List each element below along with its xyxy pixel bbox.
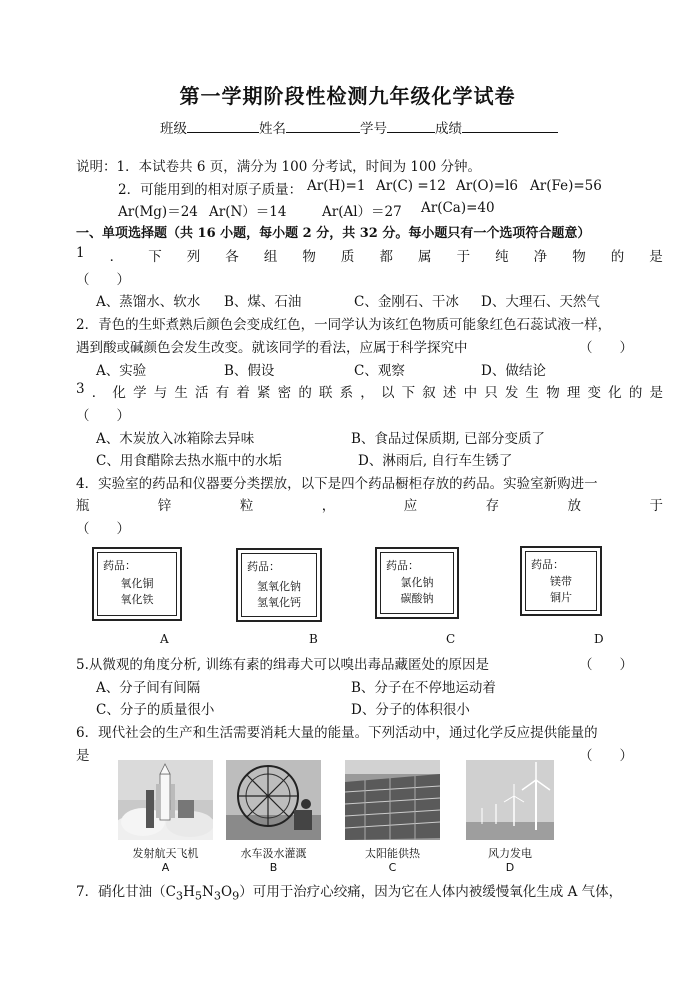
q2-stem-line1: 2．青色的生虾煮熟后颜色会变成红色，一同学认为该红色物质可能象红色石蕊试液一样，: [76, 317, 612, 333]
q5-option-a[interactable]: A、分子间有间隔: [96, 680, 201, 696]
cabinet-b-item: 氢氧化钙: [257, 596, 301, 609]
photo-c-caption: 太阳能供热: [365, 847, 420, 860]
q6-stem-line2: 是: [76, 748, 90, 764]
notes-line2-prefix: 2．可能用到的相对原子质量：: [118, 182, 303, 198]
class-label: 班级: [160, 121, 187, 137]
cabinet-d[interactable]: [520, 546, 602, 616]
photo-a-caption: 发射航天飞机: [132, 847, 199, 860]
q4-stem-line2: 瓶 锌 粒 ， 应 存 放 于: [76, 498, 663, 514]
q1-option-b[interactable]: B、煤、石油: [224, 294, 302, 310]
q2-stem-line2: 遇到酸或碱颜色会发生改变。就该同学的看法，应属于科学探究中: [76, 340, 468, 356]
q4-stem-line1: 4．实验室的药品和仪器要分类摆放，以下是四个药品橱柜存放的药品。实验室新购进一: [76, 476, 598, 492]
score-blank[interactable]: [462, 120, 558, 133]
cabinet-a[interactable]: [92, 547, 182, 621]
q3-option-a[interactable]: A、木炭放入冰箱除去异味: [96, 431, 255, 447]
photo-b-letter: B: [269, 861, 278, 874]
q3-option-b[interactable]: B、食品过保质期, 已部分变质了: [351, 431, 546, 447]
mass-al: Ar(Al）＝27: [322, 204, 402, 220]
q2-answer-paren[interactable]: （ ）: [579, 340, 633, 356]
q3-answer-paren[interactable]: （ ）: [76, 408, 130, 424]
q1-option-a[interactable]: A、蒸馏水、软水: [96, 294, 201, 310]
q2-option-a[interactable]: A、实验: [96, 363, 147, 379]
cabinet-d-title: 药品：: [531, 558, 564, 571]
q2-option-b[interactable]: B、假设: [224, 363, 275, 379]
photo-c-letter: C: [388, 861, 397, 874]
id-blank[interactable]: [387, 120, 435, 133]
q7-stem: 7．硝化甘油$(C_3H_5N_3O_9)$可用于治疗心绞痛，因为它在人体内被缓慢氧化生成 A 气体，: [76, 884, 623, 903]
q3-option-c[interactable]: C、用食醋除去热水瓶中的水垢: [96, 453, 282, 469]
photo-d-caption: 风力发电: [488, 847, 532, 860]
name-blank[interactable]: [286, 120, 360, 133]
waterwheel-photo[interactable]: [226, 760, 321, 840]
cabinet-d-item: 镁带: [550, 575, 572, 588]
name-label: 姓名: [259, 121, 286, 137]
cabinet-b[interactable]: [236, 548, 322, 622]
q2-option-d[interactable]: D、做结论: [481, 363, 546, 379]
cabinet-a-item: 氧化铜: [120, 577, 154, 590]
q5-answer-paren[interactable]: （ ）: [579, 657, 633, 673]
q4-answer-paren[interactable]: （ ）: [76, 521, 130, 537]
class-blank[interactable]: [187, 120, 259, 133]
cabinet-a-item: 氧化铁: [120, 593, 154, 606]
q3-option-d[interactable]: D、淋雨后, 自行车生锈了: [358, 453, 513, 469]
mass-n: Ar(N）＝14: [209, 204, 287, 220]
q1-option-c[interactable]: C、金刚石、干冰: [354, 294, 459, 310]
q1-answer-paren[interactable]: （ ）: [76, 272, 130, 288]
mass-o: Ar(O)=l6: [456, 178, 519, 194]
photo-a-letter: A: [161, 861, 170, 874]
score-label: 成绩: [435, 121, 462, 137]
wind-turbine-photo[interactable]: [466, 760, 554, 840]
q1-option-d[interactable]: D、大理石、天然气: [481, 294, 600, 310]
q5-option-d[interactable]: D、分子的体积很小: [351, 702, 470, 718]
q6-answer-paren[interactable]: （ ）: [579, 748, 633, 764]
cabinet-c-item: 氯化钠: [400, 576, 434, 589]
mass-h: Ar(H)=1: [307, 178, 366, 194]
cabinet-c-title: 药品：: [386, 559, 419, 572]
cabinet-c[interactable]: [375, 547, 459, 619]
cabinet-b-letter: B: [309, 632, 318, 646]
cabinet-d-item: 铜片: [550, 591, 572, 604]
q6-stem-line1: 6．现代社会的生产和生活需要消耗大量的能量。下列活动中，通过化学反应提供能量的: [76, 725, 598, 741]
notes-line1: 说明：1．本试卷共 6 页，满分为 100 分考试，时间为 100 分钟。: [76, 159, 481, 175]
solar-panel-photo[interactable]: [345, 760, 440, 840]
q1-stem: 1 ． 下 列 各 组 物 质 都 属 于 纯 净 物 的 是: [76, 245, 663, 265]
notes-line2: [118, 178, 302, 198]
student-info-row: [160, 117, 558, 137]
cabinet-c-letter: C: [446, 632, 456, 646]
photo-b-caption: 水车汲水灌溉: [240, 847, 307, 860]
mass-ca: Ar(Ca)=40: [421, 200, 495, 216]
mass-fe: Ar(Fe)=56: [530, 178, 602, 194]
id-label: 学号: [360, 121, 387, 137]
cabinet-d-letter: D: [594, 632, 604, 646]
mass-c: Ar(C) =12: [376, 178, 446, 194]
q5-option-b[interactable]: B、分子在不停地运动着: [351, 680, 496, 696]
section1-heading: 一、单项选择题（共 16 小题，每小题 2 分，共 32 分。每小题只有一个选项符合题意）: [76, 226, 591, 241]
cabinet-b-title: 药品：: [247, 560, 280, 573]
q3-stem: 3 ． 化 学 与 生 活 有 着 紧 密 的 联 系 ， 以 下 叙 述 中 只 发 生 物 理 变 化 的 是: [76, 381, 663, 401]
mass-mg: Ar(Mg)＝24: [118, 204, 198, 220]
q5-option-c[interactable]: C、分子的质量很小: [96, 702, 215, 718]
q2-option-c[interactable]: C、观察: [354, 363, 405, 379]
cabinet-b-item: 氢氧化钠: [257, 580, 301, 593]
photo-d-letter: D: [505, 861, 515, 874]
cabinet-a-letter: A: [160, 632, 169, 646]
cabinet-a-title: 药品：: [103, 559, 136, 572]
cabinet-c-item: 碳酸钠: [400, 592, 434, 605]
q5-stem: 5.从微观的角度分析, 训练有素的缉毒犬可以嗅出毒品藏匿处的原因是: [76, 657, 489, 673]
page-title: 第一学期阶段性检测九年级化学试卷: [179, 84, 516, 108]
rocket-photo[interactable]: [118, 760, 213, 840]
